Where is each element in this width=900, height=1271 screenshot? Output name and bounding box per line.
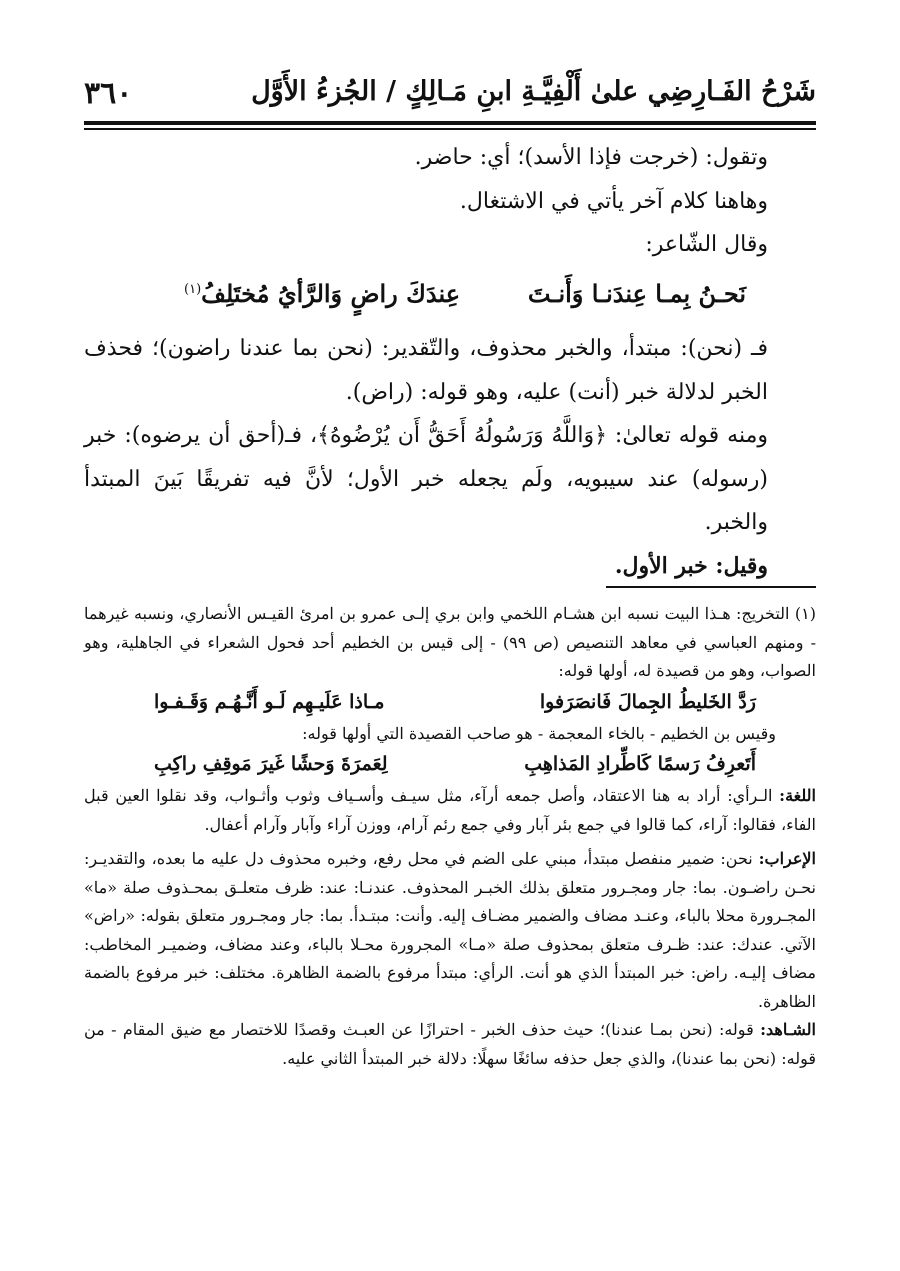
verse-hemistich-1: أَتَعرِفُ رَسمًا كَاطِّرادِ المَذاهِبِ (524, 753, 756, 775)
paragraph: وهاهنا كلام آخر يأتي في الاشتغال. (459, 188, 768, 214)
footnote-text: التخريج: هـذا البيت نسبه ابن هشـام اللخمي وابن بري إلـى عمرو بن امرئ القيـس الأنصاري، ونسبه غيرهما - ومنهم العباسي في معاهد التنصيص (ص ٩٩) - إلى قيس بن الخطيم أحد فحول الشعراء في الجاهلية، وهو الصواب، وهو من قصيدة له، أولها قوله: (84, 604, 816, 680)
footnote-verse (84, 686, 816, 720)
lugha-label: اللغة: (779, 786, 816, 805)
page-number: ٣٦٠ (84, 76, 133, 111)
poetry-verse (84, 279, 816, 325)
paragraph: وتقول: (خرجت فإذا الأسد)؛ أي: حاضر. (414, 145, 768, 170)
verse-hemistich-1: نَحـنُ بِمـا عِندَنـا وَأَنـتَ (527, 279, 746, 308)
paragraph: وقيل: خبر الأول. (614, 552, 768, 579)
footnote-shahid (84, 1016, 816, 1073)
footnote-1 (84, 600, 816, 686)
header-rule-thick (84, 121, 816, 125)
footnote-verse (84, 748, 816, 782)
verse-hemistich-2 (184, 279, 460, 308)
header-rule-thin (84, 128, 816, 130)
footnote-text: وقيس بن الخطيم - بالخاء المعجمة - هو صاحب القصيدة التي أولها قوله: (302, 723, 776, 743)
footnote-separator (606, 586, 816, 588)
main-text-top (84, 136, 816, 267)
verse-hemistich-1: رَدَّ الخَليطُ الجِمالَ فَانصَرَفوا (539, 690, 756, 713)
running-title: شَرْحُ الفَـارِضِي علىٰ أَلْفِيَّـةِ ابنِ مَـالِكٍ / الجُزءُ الأَوَّل (251, 76, 816, 107)
footnote-reference: (١) (184, 282, 202, 297)
page-header (84, 70, 816, 120)
lugha-text: الـرأي: أراد به هنا الاعتقاد، وأصل جمعه أرآء، مثل سيـف وأسـياف وثوب وأثـواب، وقد نقلوا العين قبل الفاء، فقالوا: آراء، كما قالوا في جمع بئر آبار وفي جمع رئم آرام، ووزن آراء وآبار وآرام أعفال. (84, 786, 816, 834)
footnote-number: (١) (794, 604, 816, 623)
shahid-label: الشـاهد: (760, 1020, 816, 1039)
main-text-bottom (84, 327, 816, 588)
footnotes (84, 600, 816, 1073)
shahid-text: قوله: (نحن بمـا عندنا)؛ حيث حذف الخبر - احترازًا عن العبـث وقصدًا للاختصار مع ضيق المقام - من قوله: (نحن بما عندنا)، والذي جعل حذفه سائغًا سهلًا: دلالة خبر المبتدأ الثاني عليه. (84, 1020, 816, 1068)
footnote-irab (84, 845, 816, 1016)
footnote-lugha (84, 782, 816, 839)
paragraph: وقال الشّاعر: (645, 232, 768, 257)
irab-label: الإعراب: (758, 849, 816, 868)
verse-hemistich-2-text: عِندَكَ راضٍ وَالرَّأيُ مُختَلِفُ (201, 279, 461, 308)
verse-hemistich-2: لِعَمرَةَ وَحشًا غَيرَ مَوقِفِ راكِبِ (154, 753, 388, 775)
irab-text: نحن: ضمير منفصل مبتدأ، مبني على الضم في محل رفع، وخبره محذوف دل عليه ما بعده، والتقديـر: نحـن راضـون. بما: جار ومجـرور متعلق بذلك الخبـر المحذوف. عندنـا: عند: ظرف متعلـق بمحـذوف صلة «ما» المجـرورة محلا بالباء، وعنـد مضاف والضمير مضـاف إليه. وأنت: مبتـدأ. بما: جار ومجـرور متعلق بقوله: «راض» الآتي. عندك: عند: ظـرف متعلق بمحذوف صلة «مـا» المجرورة محـلا بالباء، وعند مضاف، وضميـر المخاطب: مضاف إليـه. راض: خبر المبتدأ الذي هو أنت. الرأي: مبتدأ مرفوع بالضمة الظاهرة. مختلف: خبر مرفوع بالضمة الظاهرة. (84, 849, 816, 1011)
verse-hemistich-2: مـاذا عَلَيـهِم لَـو أَنَّـهُـم وَقَـفـوا (154, 690, 385, 713)
paragraph: ومنه قوله تعالىٰ: ﴿وَاللَّهُ وَرَسُولُهُ أَحَقُّ أَن يُرْضُوهُ﴾، فـ(أحق أن يرضوه): خبر (رسوله) عند سيبويه، ولَم يجعله خبر الأول؛ لأنَّ فيه تفريقًا بَينَ المبتدأ والخبر. (84, 423, 768, 535)
paragraph: فـ (نحن): مبتدأ، والخبر محذوف، والتّقدير: (نحن بما عندنا راضون)؛ فحذف الخبر لدلالة خبر (أنت) عليه، وهو قوله: (راض). (84, 336, 768, 405)
